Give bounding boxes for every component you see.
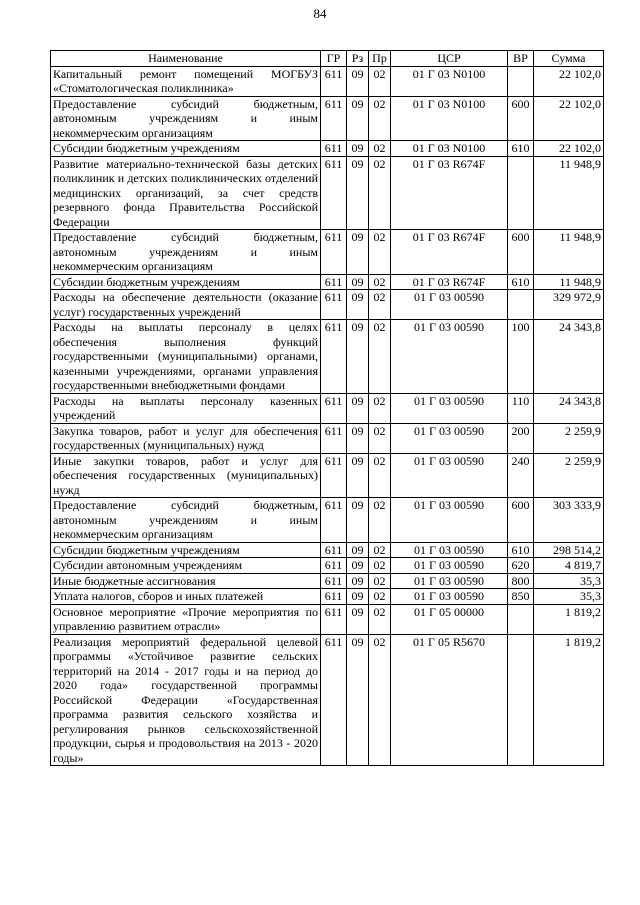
cell-rz: 09 (347, 542, 369, 558)
cell-vr (508, 290, 534, 320)
cell-name: Субсидии бюджетным учреждениям (51, 274, 321, 290)
cell-gr: 611 (321, 604, 347, 634)
cell-sum: 1 819,2 (534, 634, 604, 766)
cell-pr: 02 (369, 589, 391, 605)
cell-csr: 01 Г 03 00590 (391, 558, 508, 574)
cell-name: Закупка товаров, работ и услуг для обеспечения государственных (муниципальных) нужд (51, 423, 321, 453)
cell-rz: 09 (347, 498, 369, 543)
cell-csr: 01 Г 03 00590 (391, 453, 508, 498)
table-row (51, 423, 604, 453)
table-row (51, 634, 604, 766)
cell-vr: 850 (508, 589, 534, 605)
cell-gr: 611 (321, 320, 347, 394)
cell-sum: 22 102,0 (534, 96, 604, 141)
cell-gr: 611 (321, 274, 347, 290)
cell-gr: 611 (321, 634, 347, 766)
cell-pr: 02 (369, 141, 391, 157)
cell-pr: 02 (369, 634, 391, 766)
cell-gr: 611 (321, 230, 347, 275)
cell-csr: 01 Г 05 00000 (391, 604, 508, 634)
cell-sum: 22 102,0 (534, 66, 604, 96)
cell-rz: 09 (347, 156, 369, 230)
cell-csr: 01 Г 03 R674F (391, 230, 508, 275)
cell-name: Основное мероприятие «Прочие мероприятия по управлению развитием отрасли» (51, 604, 321, 634)
cell-pr: 02 (369, 274, 391, 290)
table-row (51, 320, 604, 394)
cell-pr: 02 (369, 290, 391, 320)
cell-rz: 09 (347, 274, 369, 290)
cell-csr: 01 Г 03 N0100 (391, 66, 508, 96)
cell-gr: 611 (321, 96, 347, 141)
table-row (51, 558, 604, 574)
cell-rz: 09 (347, 589, 369, 605)
cell-pr: 02 (369, 156, 391, 230)
cell-vr: 610 (508, 274, 534, 290)
cell-rz: 09 (347, 453, 369, 498)
cell-name: Реализация мероприятий федеральной целевой программы «Устойчивое развитие сельских территорий на 2014 - 2017 годы и на период до 2020 года» государственной программы Российской Федерации «Государственная программа развития сельского хозяйства и регулирования рынков сельскохозяйственной продукции, сырья и продовольствия на 2013 - 2020 годы» (51, 634, 321, 766)
cell-sum: 2 259,9 (534, 453, 604, 498)
table-row (51, 573, 604, 589)
column-header-pr: Пр (369, 51, 391, 67)
cell-gr: 611 (321, 573, 347, 589)
cell-vr: 600 (508, 498, 534, 543)
cell-rz: 09 (347, 141, 369, 157)
cell-vr: 100 (508, 320, 534, 394)
cell-rz: 09 (347, 634, 369, 766)
cell-name: Иные закупки товаров, работ и услуг для обеспечения государственных (муниципальных) нужд (51, 453, 321, 498)
cell-csr: 01 Г 03 00590 (391, 589, 508, 605)
cell-vr: 240 (508, 453, 534, 498)
cell-name: Расходы на выплаты персоналу казенных учреждений (51, 393, 321, 423)
table-row (51, 498, 604, 543)
cell-pr: 02 (369, 542, 391, 558)
cell-name: Капитальный ремонт помещений МОГБУЗ «Стоматологическая поликлиника» (51, 66, 321, 96)
cell-csr: 01 Г 03 R674F (391, 274, 508, 290)
cell-pr: 02 (369, 320, 391, 394)
cell-csr: 01 Г 03 00590 (391, 498, 508, 543)
cell-csr: 01 Г 03 N0100 (391, 141, 508, 157)
cell-rz: 09 (347, 290, 369, 320)
cell-vr: 600 (508, 230, 534, 275)
cell-csr: 01 Г 03 00590 (391, 573, 508, 589)
cell-sum: 11 948,9 (534, 230, 604, 275)
column-header-sum: Сумма (534, 51, 604, 67)
cell-name: Предоставление субсидий бюджетным, автономным учреждениям и иным некоммерческим организациям (51, 498, 321, 543)
cell-name: Субсидии бюджетным учреждениям (51, 542, 321, 558)
table-row (51, 589, 604, 605)
cell-pr: 02 (369, 498, 391, 543)
cell-vr: 600 (508, 96, 534, 141)
cell-pr: 02 (369, 423, 391, 453)
table-row (51, 393, 604, 423)
cell-rz: 09 (347, 558, 369, 574)
cell-sum: 11 948,9 (534, 274, 604, 290)
cell-sum: 11 948,9 (534, 156, 604, 230)
cell-csr: 01 Г 03 R674F (391, 156, 508, 230)
cell-gr: 611 (321, 141, 347, 157)
cell-gr: 611 (321, 66, 347, 96)
table-row (51, 96, 604, 141)
cell-name: Предоставление субсидий бюджетным, автономным учреждениям и иным некоммерческим организациям (51, 230, 321, 275)
cell-rz: 09 (347, 230, 369, 275)
cell-rz: 09 (347, 573, 369, 589)
cell-sum: 329 972,9 (534, 290, 604, 320)
page-number: 84 (313, 6, 327, 21)
column-header-name: Наименование (51, 51, 321, 67)
cell-gr: 611 (321, 589, 347, 605)
cell-sum: 2 259,9 (534, 423, 604, 453)
cell-csr: 01 Г 05 R5670 (391, 634, 508, 766)
cell-pr: 02 (369, 558, 391, 574)
cell-sum: 22 102,0 (534, 141, 604, 157)
cell-vr: 800 (508, 573, 534, 589)
cell-name: Предоставление субсидий бюджетным, автономным учреждениям и иным некоммерческим организациям (51, 96, 321, 141)
table-row (51, 290, 604, 320)
table-row (51, 542, 604, 558)
cell-name: Развитие материально-технической базы детских поликлиник и детских поликлинических отделений медицинских организаций, за счет средств резервного фонда Правительства Российской Федерации (51, 156, 321, 230)
cell-vr (508, 66, 534, 96)
cell-csr: 01 Г 03 00590 (391, 393, 508, 423)
cell-rz: 09 (347, 320, 369, 394)
cell-pr: 02 (369, 66, 391, 96)
table-header-row (51, 51, 604, 67)
cell-gr: 611 (321, 542, 347, 558)
cell-pr: 02 (369, 573, 391, 589)
cell-name: Субсидии автономным учреждениям (51, 558, 321, 574)
cell-rz: 09 (347, 66, 369, 96)
cell-pr: 02 (369, 230, 391, 275)
cell-pr: 02 (369, 393, 391, 423)
cell-name: Расходы на выплаты персоналу в целях обеспечения выполнения функций государственными (муниципальными) органами, казенными учреждениями, органами управления государственными внебюджетными фондами (51, 320, 321, 394)
cell-gr: 611 (321, 453, 347, 498)
column-header-csr: ЦСР (391, 51, 508, 67)
column-header-gr: ГР (321, 51, 347, 67)
cell-sum: 1 819,2 (534, 604, 604, 634)
cell-gr: 611 (321, 498, 347, 543)
cell-gr: 611 (321, 558, 347, 574)
column-header-rz: Рз (347, 51, 369, 67)
cell-csr: 01 Г 03 00590 (391, 423, 508, 453)
cell-pr: 02 (369, 453, 391, 498)
cell-name: Субсидии бюджетным учреждениям (51, 141, 321, 157)
cell-gr: 611 (321, 393, 347, 423)
cell-vr (508, 156, 534, 230)
cell-name: Расходы на обеспечение деятельности (оказание услуг) государственных учреждений (51, 290, 321, 320)
table-row (51, 274, 604, 290)
cell-sum: 24 343,8 (534, 393, 604, 423)
cell-name: Уплата налогов, сборов и иных платежей (51, 589, 321, 605)
cell-vr: 110 (508, 393, 534, 423)
table-row (51, 141, 604, 157)
cell-rz: 09 (347, 96, 369, 141)
table-row (51, 604, 604, 634)
cell-vr (508, 604, 534, 634)
cell-sum: 303 333,9 (534, 498, 604, 543)
cell-vr: 610 (508, 141, 534, 157)
table-row (51, 156, 604, 230)
cell-name: Иные бюджетные ассигнования (51, 573, 321, 589)
cell-gr: 611 (321, 290, 347, 320)
cell-sum: 24 343,8 (534, 320, 604, 394)
cell-rz: 09 (347, 393, 369, 423)
column-header-vr: ВР (508, 51, 534, 67)
budget-table (50, 50, 604, 766)
cell-vr: 610 (508, 542, 534, 558)
cell-vr: 200 (508, 423, 534, 453)
cell-rz: 09 (347, 423, 369, 453)
cell-csr: 01 Г 03 00590 (391, 290, 508, 320)
cell-pr: 02 (369, 604, 391, 634)
cell-sum: 35,3 (534, 573, 604, 589)
cell-vr (508, 634, 534, 766)
cell-csr: 01 Г 03 00590 (391, 542, 508, 558)
cell-sum: 4 819,7 (534, 558, 604, 574)
cell-sum: 298 514,2 (534, 542, 604, 558)
table-row (51, 230, 604, 275)
cell-gr: 611 (321, 423, 347, 453)
table-row (51, 66, 604, 96)
cell-pr: 02 (369, 96, 391, 141)
cell-sum: 35,3 (534, 589, 604, 605)
cell-csr: 01 Г 03 N0100 (391, 96, 508, 141)
cell-rz: 09 (347, 604, 369, 634)
cell-csr: 01 Г 03 00590 (391, 320, 508, 394)
table-row (51, 453, 604, 498)
cell-gr: 611 (321, 156, 347, 230)
cell-vr: 620 (508, 558, 534, 574)
